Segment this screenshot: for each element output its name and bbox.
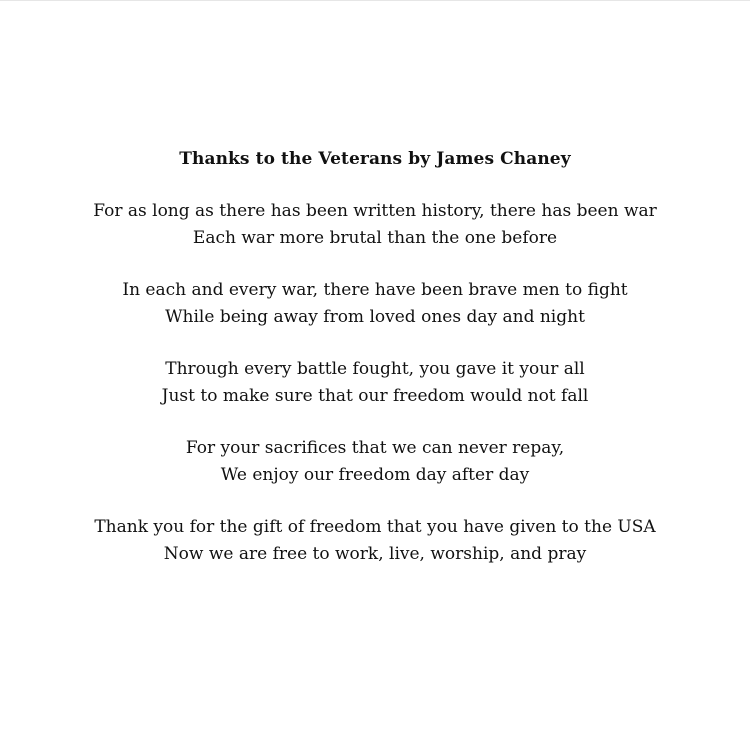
poem-line: Thank you for the gift of freedom that you have given to the USA <box>94 517 656 537</box>
poem-line: Through every battle fought, you gave it your all <box>165 359 585 379</box>
poem-line: Just to make sure that our freedom would not fall <box>161 385 589 406</box>
poem-title: Thanks to the Veterans by James Chaney <box>179 149 571 169</box>
poem-line: Each war more brutal than the one before <box>192 227 558 248</box>
stanza-4 <box>0 435 750 488</box>
poem-line: Now we are free to work, live, worship, and pray <box>163 543 587 564</box>
stanza-5 <box>0 514 750 567</box>
poem-line: We enjoy our freedom day after day <box>220 464 530 485</box>
poem-line: In each and every war, there have been brave men to fight <box>122 280 628 300</box>
poem <box>0 146 750 567</box>
stanza-3 <box>0 356 750 409</box>
stanza-1 <box>0 198 750 251</box>
poem-line: While being away from loved ones day and night <box>165 306 585 327</box>
stanza-2 <box>0 277 750 330</box>
poem-line: For your sacrifices that we can never repay, <box>185 438 565 458</box>
poem-line: For as long as there has been written history, there has been war <box>93 201 657 221</box>
